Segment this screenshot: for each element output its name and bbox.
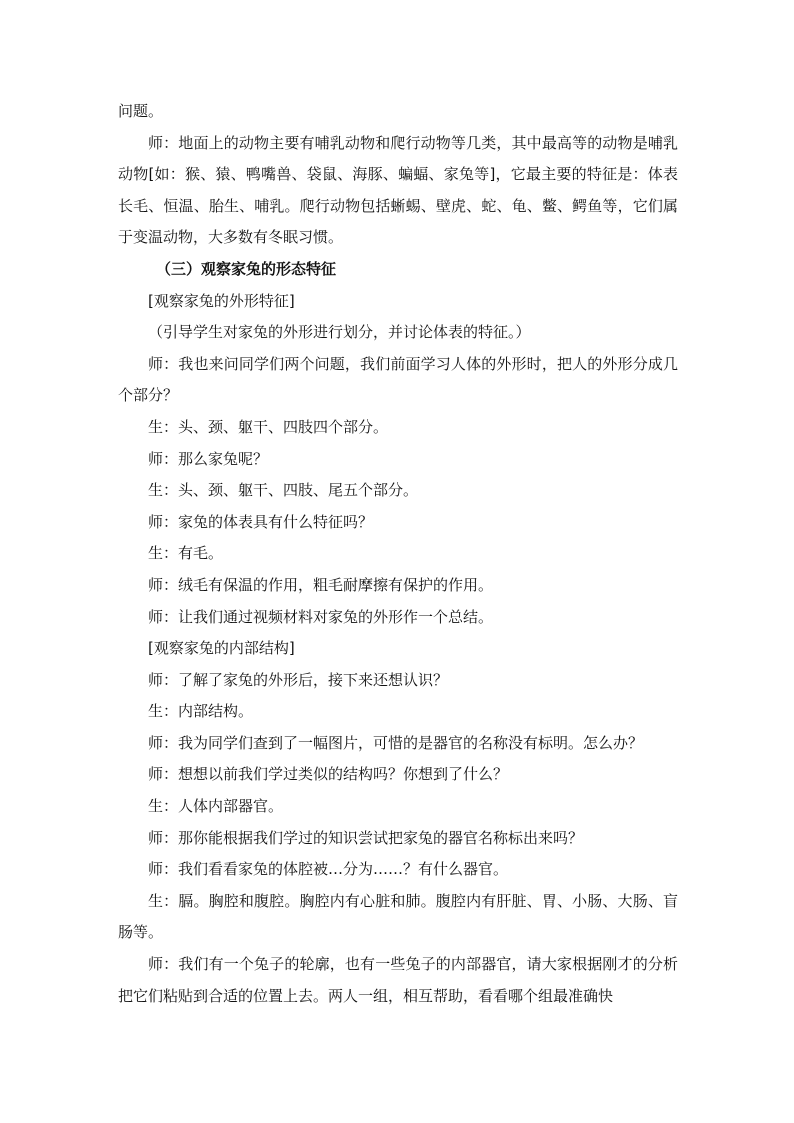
- paragraph: 师：让我们通过视频材料对家兔的外形作一个总结。: [148, 607, 494, 626]
- paragraph: 师：家兔的体表具有什么特征吗？: [148, 512, 374, 531]
- paragraph: 生：人体内部器官。: [148, 797, 284, 816]
- paragraph: 生：头、颈、躯干、四肢、尾五个部分。: [148, 481, 419, 500]
- paragraph: 师：我们有一个兔子的轮廓，也有一些兔子的内部器官，请大家根据刚才的分析把它们粘贴到合适的位置上去。两人一组，相互帮助，看看哪个组最准确快: [118, 955, 678, 1005]
- document-body: [118, 96, 678, 1012]
- paragraph: 生：头、颈、躯干、四肢四个部分。: [148, 417, 389, 436]
- paragraph: （引导学生对家兔的外形进行划分，并讨论体表的特征。）: [148, 323, 531, 342]
- paragraph: 师：那么家兔呢？: [148, 449, 269, 468]
- paragraph: 师：我也来问同学们两个问题，我们前面学习人体的外形时，把人的外形分成几个部分？: [118, 354, 678, 405]
- paragraph: 问题。: [118, 102, 164, 120]
- paragraph: 师：我们看看家兔的体腔被…分为……？有什么器官。: [148, 860, 509, 879]
- paragraph: 师：我为同学们查到了一幅图片，可惜的是器官的名称没有标明。怎么办？: [148, 733, 644, 752]
- paragraph: 师：地面上的动物主要有哺乳动物和爬行动物等几类，其中最高等的动物是哺乳动物[如：猴、猿、鸭嘴兽、袋鼠、海豚、蝙蝠、家兔等]，它最主要的特征是：体表长毛、恒温、胎生、哺乳。爬行动物包括蜥蜴、壁虎、蛇、龟、鳖、鳄鱼等，它们属于变温动物，大多数有冬眠习惯。: [118, 133, 678, 247]
- paragraph: 生：内部结构。: [148, 702, 254, 721]
- subsection-label: [观察家兔的外形特征]: [148, 291, 295, 310]
- section-heading: （三）观察家兔的形态特征: [156, 259, 337, 278]
- paragraph: 师：想想以前我们学过类似的结构吗？你想到了什么？: [148, 765, 509, 784]
- paragraph: 师：了解了家兔的外形后，接下来还想认识？: [148, 670, 449, 689]
- paragraph: 师：那你能根据我们学过的知识尝试把家兔的器官名称标出来吗？: [148, 828, 584, 847]
- paragraph: 师：绒毛有保温的作用，粗毛耐摩擦有保护的作用。: [148, 575, 494, 594]
- paragraph: 生：膈。胸腔和腹腔。胸腔内有心脏和肺。腹腔内有肝脏、胃、小肠、大肠、盲肠等。: [118, 891, 678, 942]
- subsection-label: [观察家兔的内部结构]: [148, 639, 295, 658]
- paragraph: 生：有毛。: [148, 544, 224, 563]
